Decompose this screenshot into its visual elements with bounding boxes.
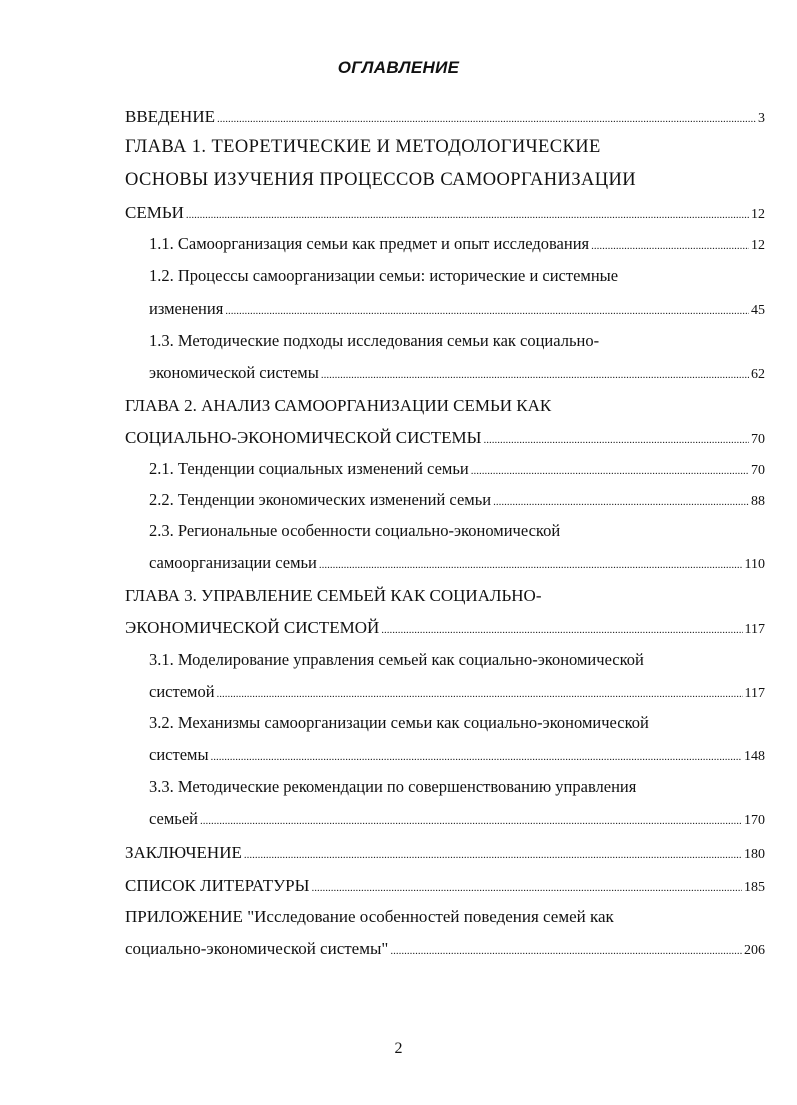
dot-leader — [217, 106, 756, 132]
toc-entry-label: системы — [149, 745, 209, 764]
toc-entry-label: 2.1. Тенденции социальных изменений семьи — [149, 459, 469, 478]
dot-leader — [311, 875, 742, 901]
dot-leader — [390, 938, 742, 964]
toc-page-number: 110 — [744, 557, 765, 572]
toc-section-3-1-line-1[interactable] — [149, 647, 644, 673]
toc-section-3-1-line-2[interactable] — [149, 679, 765, 705]
toc-page-number: 206 — [744, 943, 765, 958]
dot-leader — [200, 808, 742, 834]
toc-section-2-1[interactable] — [149, 456, 765, 482]
toc-page-number: 117 — [744, 686, 765, 701]
toc-entry-label: 1.3. Методические подходы исследования семьи как социально- — [149, 331, 600, 350]
dot-leader — [319, 552, 743, 578]
toc-page-number: 88 — [751, 494, 765, 509]
page-number: 2 — [394, 1040, 403, 1057]
dot-leader — [225, 298, 749, 324]
toc-page-number: 3 — [758, 111, 765, 126]
toc-entry-label: изменения — [149, 299, 224, 318]
toc-entry-label: 1.2. Процессы самоорганизации семьи: исторические и системные — [149, 266, 619, 285]
toc-page-number: 148 — [744, 749, 765, 764]
toc-section-1-3-line-2[interactable] — [149, 360, 765, 386]
dot-leader — [217, 681, 743, 707]
toc-page-number: 185 — [744, 880, 765, 895]
toc-entry-label: ГЛАВА 1. ТЕОРЕТИЧЕСКИЕ И МЕТОДОЛОГИЧЕСКИЕ — [125, 137, 601, 157]
toc-entry-label: системой — [149, 682, 215, 701]
toc-section-1-1[interactable] — [149, 231, 765, 257]
toc-section-2-3-line-1[interactable] — [149, 518, 560, 544]
toc-section-1-3-line-1[interactable] — [149, 328, 599, 354]
toc-entry-label: ПРИЛОЖЕНИЕ "Исследование особенностей поведения семей как — [125, 907, 614, 926]
toc-entry-label: СЕМЬИ — [125, 203, 184, 222]
toc-section-2-3-line-2[interactable] — [149, 550, 765, 576]
toc-entry-references[interactable] — [125, 873, 765, 899]
toc-section-1-2-line-1[interactable] — [149, 263, 618, 289]
dot-leader — [471, 458, 749, 484]
dot-leader — [591, 233, 749, 259]
toc-section-3-2-line-1[interactable] — [149, 710, 649, 736]
toc-entry-label: социально-экономической системы" — [125, 939, 389, 958]
toc-entry-label: ОСНОВЫ ИЗУЧЕНИЯ ПРОЦЕССОВ САМООРГАНИЗАЦИИ — [125, 170, 637, 190]
dot-leader — [321, 362, 749, 388]
toc-chapter-3-line-2[interactable] — [125, 615, 765, 641]
dot-leader — [483, 427, 749, 453]
toc-entry-label: 3.3. Методические рекомендации по совершенствованию управления — [149, 777, 637, 796]
dot-leader — [244, 842, 742, 868]
toc-chapter-2-line-1[interactable] — [125, 393, 765, 419]
toc-chapter-1-line-1[interactable] — [125, 134, 765, 160]
toc-entry-label: 1.1. Самоорганизация семьи как предмет и опыт исследования — [149, 234, 590, 253]
toc-entry-label: ВВЕДЕНИЕ — [125, 107, 215, 126]
toc-section-2-2[interactable] — [149, 487, 765, 513]
toc-page-number: 170 — [744, 813, 765, 828]
toc-entry-label: семьей — [149, 809, 198, 828]
toc-entry-introduction[interactable] — [125, 104, 765, 130]
dot-leader — [493, 489, 749, 515]
toc-title: ОГЛАВЛЕНИЕ — [337, 58, 460, 77]
dot-leader — [211, 744, 742, 770]
toc-entry-label: СПИСОК ЛИТЕРАТУРЫ — [125, 876, 310, 895]
toc-section-3-3-line-1[interactable] — [149, 774, 636, 800]
toc-entry-appendix-line-2[interactable] — [125, 936, 765, 962]
toc-section-3-3-line-2[interactable] — [149, 806, 765, 832]
toc-section-3-2-line-2[interactable] — [149, 742, 765, 768]
toc-page-number: 117 — [744, 622, 765, 637]
toc-entry-label: 3.1. Моделирование управления семьей как социально-экономической — [149, 650, 644, 669]
toc-page-number: 12 — [751, 207, 765, 222]
toc-page-number: 180 — [744, 847, 765, 862]
toc-page-number: 70 — [751, 463, 765, 478]
dot-leader — [381, 617, 742, 643]
toc-entry-label: 2.3. Региональные особенности социально-экономической — [149, 521, 561, 540]
toc-entry-label: ГЛАВА 3. УПРАВЛЕНИЕ СЕМЬЕЙ КАК СОЦИАЛЬНО- — [125, 586, 542, 605]
toc-page-number: 12 — [751, 238, 765, 253]
toc-page-number: 45 — [751, 303, 765, 318]
toc-entry-label: экономической системы — [149, 363, 319, 382]
toc-chapter-1-line-2[interactable] — [125, 167, 765, 193]
toc-page-number: 62 — [751, 367, 765, 382]
toc-chapter-3-line-1[interactable] — [125, 583, 765, 609]
toc-entry-label: 3.2. Механизмы самоорганизации семьи как социально-экономической — [149, 713, 649, 732]
dot-leader — [186, 202, 749, 228]
toc-entry-label: 2.2. Тенденции экономических изменений семьи — [149, 490, 492, 509]
toc-entry-label: СОЦИАЛЬНО-ЭКОНОМИЧЕСКОЙ СИСТЕМЫ — [125, 428, 482, 447]
toc-section-1-2-line-2[interactable] — [149, 296, 765, 322]
toc-entry-label: ГЛАВА 2. АНАЛИЗ САМООРГАНИЗАЦИИ СЕМЬИ КАК — [125, 396, 552, 415]
toc-page-number: 70 — [751, 432, 765, 447]
toc-entry-appendix-line-1[interactable] — [125, 904, 765, 930]
toc-chapter-2-line-2[interactable] — [125, 425, 765, 451]
toc-entry-label: самоорганизации семьи — [149, 553, 317, 572]
toc-entry-label: ЭКОНОМИЧЕСКОЙ СИСТЕМОЙ — [125, 618, 380, 637]
toc-entry-conclusion[interactable] — [125, 840, 765, 866]
toc-entry-label: ЗАКЛЮЧЕНИЕ — [125, 843, 242, 862]
toc-chapter-1-line-3[interactable] — [125, 200, 765, 226]
